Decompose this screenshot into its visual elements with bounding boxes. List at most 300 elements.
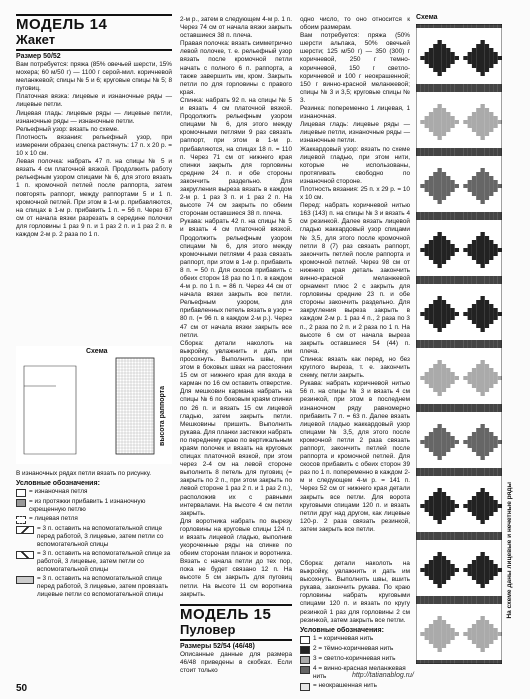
chart-cell (493, 216, 497, 220)
chart-cell (429, 340, 433, 344)
chart-cell (489, 368, 493, 372)
chart-cell (472, 320, 476, 324)
chart-cell (472, 504, 476, 508)
paragraph: Лицевая гладь: лицевые ряды — лицевые петли, изнаночные ряды — изнаночные петли. (300, 121, 410, 145)
chart-cell (429, 532, 433, 536)
chart-cell (446, 180, 450, 184)
chart-cell (463, 536, 467, 540)
swatch-icon (16, 576, 34, 584)
chart-cell (476, 324, 480, 328)
chart-cell (468, 216, 472, 220)
chart-cell (433, 216, 437, 220)
chart-cell (472, 512, 476, 516)
chart-cell (481, 620, 485, 624)
chart-cell (485, 108, 489, 112)
chart-cell (485, 260, 489, 264)
chart-cell (489, 148, 493, 152)
chart-cell (433, 124, 437, 128)
chart-cell (442, 380, 446, 384)
chart-cell (433, 64, 437, 68)
chart-cell (493, 508, 497, 512)
chart-cell (438, 644, 442, 648)
legend-item: = 3 п. оставить на вспомогательной спице перед работой, 3 лицевые, затем провязать лицевые петли со вспомогательной спицы (16, 575, 172, 599)
model-14-header (16, 14, 172, 51)
chart-cell (472, 624, 476, 628)
chart-cell (472, 248, 476, 252)
chart-cell (485, 640, 489, 644)
chart-cell (442, 448, 446, 452)
chart-cell (446, 504, 450, 508)
chart-cell (450, 508, 454, 512)
chart-cell (489, 576, 493, 580)
chart-cell (476, 384, 480, 388)
chart-cell (433, 384, 437, 388)
chart-cell (455, 504, 459, 508)
chart-cell (433, 324, 437, 328)
chart-cell (493, 184, 497, 188)
chart-cell (493, 60, 497, 64)
chart-cell (455, 660, 459, 664)
chart-cell (425, 472, 429, 476)
chart-cell (468, 660, 472, 664)
chart-cell (498, 148, 502, 152)
chart-cell (481, 112, 485, 116)
chart-cell (459, 216, 463, 220)
chart-cell (420, 280, 424, 284)
chart-cell (429, 188, 433, 192)
chart-cell (438, 380, 442, 384)
chart-cell (463, 184, 467, 188)
chart-cell (489, 312, 493, 316)
chart-cell (446, 152, 450, 156)
chart-cell (468, 56, 472, 60)
chart-cell (476, 132, 480, 136)
chart-cell (481, 40, 485, 44)
chart-cell (433, 148, 437, 152)
paragraph: Вам потребуется: пряжа (85% овечьей шерсти, 15% мохера; 60 м/50 г) — 1100 г серой-мил. коричневой меланжевой; спицы № 5 и 6; круговые спицы № 5; 8 пуговиц. (16, 61, 172, 93)
chart-cell (472, 180, 476, 184)
chart-cell (459, 148, 463, 152)
chart-cell (476, 244, 480, 248)
chart-cell (420, 600, 424, 604)
chart-cell (472, 448, 476, 452)
chart-cell (438, 472, 442, 476)
chart-cell (446, 148, 450, 152)
chart-cell (485, 116, 489, 120)
chart-cell (481, 448, 485, 452)
chart-cell (489, 308, 493, 312)
chart-cell (442, 368, 446, 372)
chart-cell (442, 596, 446, 600)
chart-cell (420, 536, 424, 540)
chart-cell (481, 64, 485, 68)
chart-cell (468, 148, 472, 152)
chart-cell (429, 252, 433, 256)
chart-cell (429, 240, 433, 244)
chart-cell (485, 44, 489, 48)
chart-cell (472, 84, 476, 88)
chart-cell (485, 428, 489, 432)
chart-cell (493, 152, 497, 156)
chart-cell (476, 492, 480, 496)
chart-cell (493, 276, 497, 280)
chart-cell (476, 48, 480, 52)
chart-cell (472, 216, 476, 220)
paragraph: Спинка: набрать 92 п. на спицы № 5 и вязать 4 см платочной вязкой. Продолжить рельефным узором спицами № 6, для этого между кромочными петлями 9 раз связать раппорт, при этом в 1-м р. прибавляются, на спицах 18 п. = 110 п. Через 71 см от нижнего края спинки закрыть для горловины средние 24 п. и обе стороны закончить раздельно. Для закругления выреза вязать в каждом 2-м р. 1 раз 3 п. и 1 раз 2 п. На высоте 74 см закрыть по обеим сторонам оставшиеся 38 п. плеча. (180, 96, 292, 218)
chart-cell (446, 188, 450, 192)
chart-cell (485, 444, 489, 448)
chart-cell (438, 44, 442, 48)
chart-cell (442, 516, 446, 520)
chart-cell (498, 276, 502, 280)
chart-cell (446, 124, 450, 128)
chart-cell (489, 180, 493, 184)
chart-cell (442, 568, 446, 572)
chart-cell (429, 48, 433, 52)
legend-title: Условные обозначения: (16, 480, 100, 488)
chart-cell (476, 404, 480, 408)
chart-cell (442, 112, 446, 116)
chart-cell (498, 248, 502, 252)
chart-cell (498, 408, 502, 412)
chart-cell (433, 508, 437, 512)
chart-cell (493, 408, 497, 412)
paragraph: 2-м р., затем в следующем 4-м р. 1 п. Через 74 см от начала вязки закрыть оставшиеся 38 п. плеча. (180, 16, 292, 40)
chart-cell (481, 120, 485, 124)
chart-cell (450, 316, 454, 320)
chart-cell (429, 628, 433, 632)
chart-cell (481, 176, 485, 180)
chart-cell (438, 124, 442, 128)
chart-cell (442, 248, 446, 252)
chart-cell (481, 432, 485, 436)
chart-cell (472, 404, 476, 408)
chart-cell (468, 276, 472, 280)
chart-cell (476, 24, 480, 28)
chart-cell (416, 148, 420, 152)
chart-cell (433, 492, 437, 496)
chart-cell (493, 124, 497, 128)
chart-cell (433, 388, 437, 392)
chart-cell (481, 320, 485, 324)
chart-cell (438, 584, 442, 588)
chart-cell (485, 496, 489, 500)
chart-cell (476, 636, 480, 640)
chart-cell (459, 276, 463, 280)
chart-cell (425, 188, 429, 192)
chart-cell (463, 148, 467, 152)
chart-cell (476, 280, 480, 284)
chart-cell (476, 248, 480, 252)
chart-cell (489, 660, 493, 664)
chart-cell (450, 344, 454, 348)
chart-cell (450, 312, 454, 316)
chart-cell (442, 244, 446, 248)
chart-cell (429, 112, 433, 116)
chart-cell (493, 632, 497, 636)
chart-cell (481, 312, 485, 316)
legend-item: = изнаночная петля (16, 488, 172, 497)
chart-cell (450, 252, 454, 256)
chart-cell (429, 408, 433, 412)
chart-cell (481, 316, 485, 320)
chart-cell (425, 380, 429, 384)
chart-cell (485, 384, 489, 388)
chart-cell (476, 216, 480, 220)
chart-cell (468, 596, 472, 600)
chart-cell (442, 344, 446, 348)
chart-cell (485, 236, 489, 240)
chart-cell (472, 500, 476, 504)
chart-cell (468, 472, 472, 476)
chart-cell (481, 260, 485, 264)
chart-cell (489, 508, 493, 512)
chart-cell (498, 84, 502, 88)
chart-cell (438, 184, 442, 188)
chart-cell (489, 316, 493, 320)
chart-cell (420, 276, 424, 280)
chart-cell (459, 408, 463, 412)
chart-cell (450, 572, 454, 576)
chart-cell (442, 564, 446, 568)
chart-cell (489, 600, 493, 604)
chart-cell (485, 532, 489, 536)
chart-cell (481, 212, 485, 216)
chart-cell (442, 48, 446, 52)
chart-cell (481, 596, 485, 600)
chart-cell (433, 572, 437, 576)
chart-cell (476, 300, 480, 304)
chart-cell (463, 504, 467, 508)
chart-cell (442, 472, 446, 476)
chart-cell (472, 312, 476, 316)
chart-cell (481, 576, 485, 580)
chart-cell (450, 372, 454, 376)
chart-cell (468, 376, 472, 380)
chart-cell (468, 188, 472, 192)
chart-cell (476, 620, 480, 624)
chart-cell (463, 340, 467, 344)
chart-cell (485, 132, 489, 136)
chart-cell (446, 436, 450, 440)
chart-cell (450, 88, 454, 92)
swatch-icon (16, 499, 26, 507)
chart-cell (455, 376, 459, 380)
chart-cell (485, 148, 489, 152)
chart-cell (433, 444, 437, 448)
chart-cell (442, 452, 446, 456)
model-15-name: Пуловер (180, 623, 292, 641)
chart-cell (489, 320, 493, 324)
chart-cell (442, 636, 446, 640)
chart-cell (446, 304, 450, 308)
chart-cell (433, 276, 437, 280)
paragraph: Рукава: набрать коричневой нитью 56 п. на спицы № 3 и вязать 4 см резинкой, при этом в последнем изнаночном ряду равномерно прибавить 7 п. = 63 п. Далее вязать лицевой гладью жаккардовый узор спицами № 3,5, для этого после кромочной петли 2 раза связать раппорт, закончить петлей после раппорта и кромочной петлей. Для скосов прибавить с обеих сторон 39 раз по 1 п. попеременно в каждом 2-м и следующем 4-м р. = 141 п. Через 52 см от нижнего края детали закрыть все петли. Для ворота круговыми спицами 120 п. и вязать петли друг над другом, как лицевые 120-р. 2 раза связать резинкой, затем закрыть все петли. (300, 380, 410, 533)
chart-cell (489, 48, 493, 52)
chart-cell (450, 248, 454, 252)
chart-cell (429, 128, 433, 132)
chart-cell (429, 372, 433, 376)
chart-cell (433, 112, 437, 116)
chart-cell (485, 564, 489, 568)
chart-cell (420, 440, 424, 444)
chart-cell (420, 212, 424, 216)
swatch-icon (300, 683, 310, 691)
chart-cell (433, 448, 437, 452)
chart-cell (472, 440, 476, 444)
chart-cell (489, 468, 493, 472)
chart-cell (472, 340, 476, 344)
chart-cell (425, 408, 429, 412)
chart-cell (433, 452, 437, 456)
chart-cell (485, 512, 489, 516)
chart-cell (438, 636, 442, 640)
chart-cell (493, 340, 497, 344)
chart-cell (498, 596, 502, 600)
chart-cell (481, 380, 485, 384)
chart-cell (433, 532, 437, 536)
chart-cell (429, 508, 433, 512)
chart-cell (438, 452, 442, 456)
chart-cell (429, 504, 433, 508)
chart-cell (481, 532, 485, 536)
chart-cell (485, 24, 489, 28)
chart-cell (481, 572, 485, 576)
chart-cell (476, 628, 480, 632)
chart-cell (485, 516, 489, 520)
chart-cell (489, 64, 493, 68)
chart-cell (468, 280, 472, 284)
chart-cell (438, 320, 442, 324)
legend-item: = неокрашенная нить (300, 682, 410, 691)
chart-cell (485, 372, 489, 376)
chart-cell (489, 256, 493, 260)
model-15-block (180, 604, 292, 675)
chart-cell (442, 116, 446, 120)
chart-cell (485, 324, 489, 328)
chart-cell (489, 340, 493, 344)
chart-cell (442, 56, 446, 60)
chart-cell (472, 88, 476, 92)
chart-cell (425, 152, 429, 156)
chart-cell (476, 580, 480, 584)
chart-cell (429, 176, 433, 180)
chart-cell (463, 568, 467, 572)
chart-cell (416, 276, 420, 280)
chart-cell (433, 60, 437, 64)
chart-cell (433, 580, 437, 584)
chart-cell (416, 216, 420, 220)
chart-cell (485, 120, 489, 124)
chart-cell (468, 404, 472, 408)
chart-cell (429, 384, 433, 388)
chart-cell (468, 600, 472, 604)
chart-cell (450, 532, 454, 536)
chart-cell (476, 372, 480, 376)
chart-cell (442, 180, 446, 184)
chart-cell (476, 560, 480, 564)
chart-cell (442, 24, 446, 28)
chart-cell (476, 568, 480, 572)
model-14-size: Размер 50/52 (16, 53, 61, 60)
chart-cell (476, 564, 480, 568)
chart-cell (472, 600, 476, 604)
chart-cell (425, 88, 429, 92)
chart-cell (481, 304, 485, 308)
chart-cell (481, 328, 485, 332)
chart-cell (442, 440, 446, 444)
chart-cell (455, 536, 459, 540)
chart-cell (481, 128, 485, 132)
chart-cell (481, 372, 485, 376)
chart-cell (468, 572, 472, 576)
chart-cell (481, 616, 485, 620)
website-watermark: http://tatianablog.ru/ (352, 672, 414, 679)
chart-cell (455, 248, 459, 252)
chart-cell (481, 256, 485, 260)
chart-cell (450, 564, 454, 568)
chart-cell (498, 536, 502, 540)
chart-cell (438, 436, 442, 440)
chart-cell (489, 128, 493, 132)
chart-cell (446, 212, 450, 216)
chart-cell (450, 188, 454, 192)
chart-cell (442, 340, 446, 344)
chart-cell (481, 468, 485, 472)
chart-cell (472, 48, 476, 52)
chart-cell (429, 304, 433, 308)
legend-item: 4 = винно-красная меланжевая нить (300, 665, 410, 681)
chart-cell (493, 572, 497, 576)
chart-cell (446, 432, 450, 436)
chart-cell (420, 312, 424, 316)
chart-cell (485, 628, 489, 632)
chart-cell (433, 196, 437, 200)
chart-cell (438, 648, 442, 652)
chart-cell (446, 632, 450, 636)
chart-cell (493, 440, 497, 444)
chart-cell (429, 84, 433, 88)
chart-cell (433, 260, 437, 264)
chart-cell (438, 372, 442, 376)
chart-cell (476, 152, 480, 156)
chart-cell (489, 624, 493, 628)
chart-cell (438, 72, 442, 76)
chart-cell (468, 60, 472, 64)
chart-cell (438, 428, 442, 432)
chart-cell (468, 380, 472, 384)
chart-cell (481, 172, 485, 176)
chart-cell (420, 468, 424, 472)
chart-cell (438, 628, 442, 632)
chart-cell (485, 596, 489, 600)
chart-cell (481, 560, 485, 564)
chart-cell (472, 52, 476, 56)
chart-cell (498, 632, 502, 636)
chart-cell (450, 632, 454, 636)
chart-cell (429, 660, 433, 664)
chart-cell (485, 340, 489, 344)
chart-cell (498, 468, 502, 472)
chart-cell (472, 408, 476, 412)
chart-cell (476, 364, 480, 368)
chart-cell (476, 184, 480, 188)
chart-cell (498, 600, 502, 604)
chart-cell (498, 24, 502, 28)
chart-cell (476, 196, 480, 200)
chart-cell (498, 404, 502, 408)
chart-cell (450, 660, 454, 664)
